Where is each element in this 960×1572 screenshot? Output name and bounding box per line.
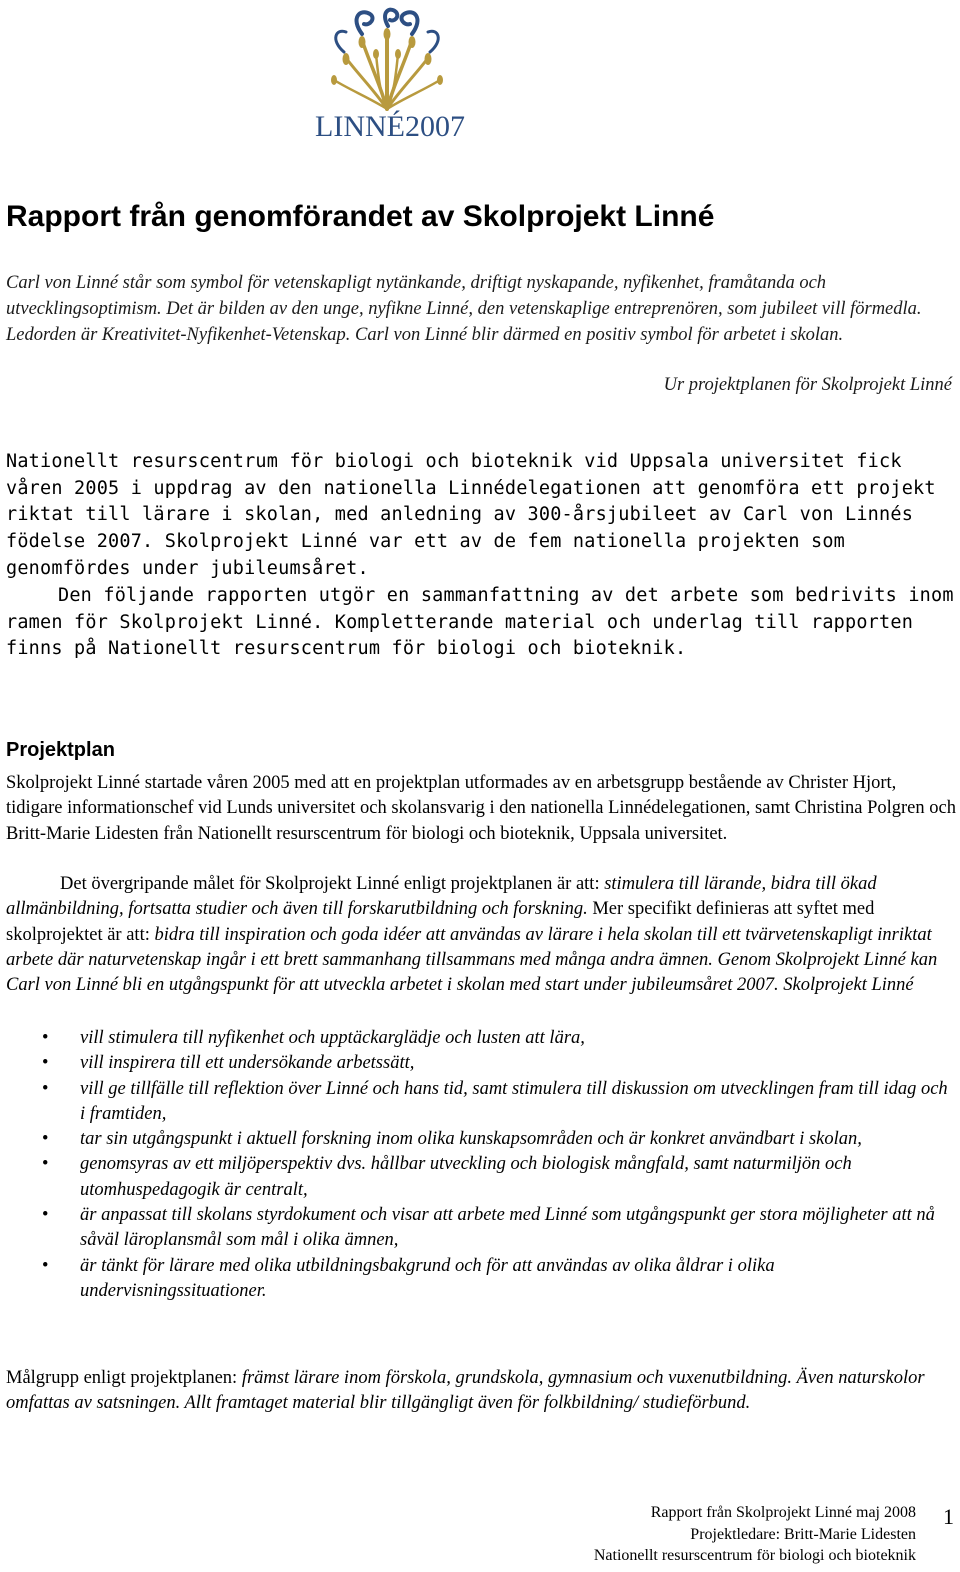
projektplan-paragraph-2 — [6, 872, 956, 998]
intro-paragraph-2-text: Den följande rapporten utgör en sammanfattning av det arbete som bedrivits inom ramen för Skolprojekt Linné. Kompletterande material och underlag till rapporten finns på Nationellt resurscentrum för biologi och bioteknik. — [6, 585, 954, 660]
target-group-label: Målgrupp enligt projektplanen: — [6, 1368, 242, 1388]
bullet-icon: • — [42, 1129, 49, 1150]
list-item: • tar sin utgångspunkt i aktuell forskning inom olika kunskapsområden och är konkret användbart i skolan, — [6, 1127, 956, 1152]
quote-source: Ur projektplanen för Skolprojekt Linné — [663, 375, 952, 395]
page-number: 1 — [943, 1504, 954, 1529]
intro-paragraph-1 — [6, 449, 956, 583]
page-footer — [594, 1502, 916, 1567]
linne-2007-logo — [300, 4, 475, 154]
linnaea-flower-icon — [300, 4, 475, 116]
section-heading-projektplan: Projektplan — [6, 739, 115, 761]
para2-text-2: Mer specifikt definieras att syftet med skolprojektet är att: — [6, 899, 875, 945]
list-item: • vill stimulera till nyfikenhet och upptäckarglädje och lusten att lära, — [6, 1026, 956, 1051]
page-title: Rapport från genomförandet av Skolprojekt Linné — [6, 200, 715, 233]
list-item: • genomsyras av ett miljöperspektiv dvs. hållbar utveckling och biologisk mångfald, samt naturmiljön och utomhuspedagogik är centralt, — [42, 1154, 852, 1200]
bullet-icon: • — [42, 1028, 49, 1048]
logo-wordmark: LINNÉ2007 — [315, 110, 465, 143]
para2-italic-2: bidra till inspiration och goda idéer att användas av lärare i hela skolan till ett tvärvetenskapligt inriktat arbete där naturvetenskap ingår i ett brett sammanhang tillsammans med många andra ämnen. Genom Skolprojekt Linné kan Carl von Linné bli en utgångspunkt för att utveckla arbetet i skolan med start under jubileumsåret 2007. Skolprojekt Linné — [6, 924, 938, 996]
bullet-icon: • — [42, 1078, 49, 1099]
intro-quote: Carl von Linné står som symbol för vetenskapligt nytänkande, driftigt nyskapande, nyfikenhet, framåtanda och utvecklingsoptimism. Det är bilden av den unge, nyfikne Linné, den vetenskaplige entreprenören, som jubileet vill förmedla. Ledorden är Kreativitet-Nyfikenhet-Vetenskap. Carl von Linné blir därmed en positiv symbol för arbetet i skolan. — [6, 273, 922, 345]
list-item: • vill ge tillfälle till reflektion över Linné och hans tid, samt stimulera till diskussion om utvecklingen fram till idag och i framtiden, — [42, 1078, 948, 1124]
para2-text-1: Det övergripande målet för Skolprojekt Linné enligt projektplanen är att: — [60, 874, 605, 894]
goals-bullet-list — [6, 1026, 956, 1304]
para2-italic-1: stimulera till lärande, bidra till ökad allmänbildning, fortsatta studier och även till forskarutbildning och forskning. — [6, 874, 877, 920]
list-item: • är tänkt för lärare med olika utbildningsbakgrund och för att användas av olika åldrar i olika undervisningssituationer. — [42, 1255, 775, 1301]
list-item: • är anpassat till skolans styrdokument och visar att arbete med Linné som utgångspunkt ger stora möjligheter att nå såväl läroplansmål som mål i olika ämnen, — [42, 1205, 935, 1251]
bullet-icon: • — [42, 1053, 49, 1074]
list-item: • vill inspirera till ett undersökande arbetssätt, — [6, 1051, 956, 1076]
bullet-icon: • — [42, 1255, 49, 1276]
intro-paragraph-2 — [6, 583, 956, 663]
footer-line-report: Rapport från Skolprojekt Linné maj 2008 — [650, 1504, 916, 1521]
footer-line-project-lead: Projektledare: Britt-Marie Lidesten — [690, 1525, 916, 1543]
target-group-paragraph — [6, 1366, 956, 1417]
footer-line-organisation: Nationellt resurscentrum för biologi och bioteknik — [593, 1547, 916, 1564]
target-group-text: främst lärare inom förskola, grundskola, gymnasium och vuxenutbildning. Även naturskolor omfattas av satsningen. Allt framtaget material blir tillgängligt även för folkbildning/ studieförbund. — [6, 1368, 925, 1414]
projektplan-paragraph-1: Skolprojekt Linné startade våren 2005 med att en projektplan utformades av en arbetsgrupp bestående av Christer Hjort, tidigare informationschef vid Lunds universitet och skolansvarig i den nationella Linnédelegationen, samt Christina Polgren och Britt-Marie Lidesten från Nationellt resurscentrum för biologi och bioteknik, Uppsala universitet. — [6, 773, 956, 844]
bullet-icon: • — [42, 1154, 49, 1175]
bullet-icon: • — [42, 1205, 49, 1226]
intro-paragraph-1-text: Nationellt resurscentrum för biologi och bioteknik vid Uppsala universitet fick våren 2005 i uppdrag av den nationella Linnédelegationen att genomföra ett projekt riktat till lärare i skolan, med anledning av 300-årsjubileet av Carl von Linnés födelse 2007. Skolprojekt Linné var ett av de fem nationella projekten som genomfördes under jubileumsåret. — [6, 451, 936, 579]
